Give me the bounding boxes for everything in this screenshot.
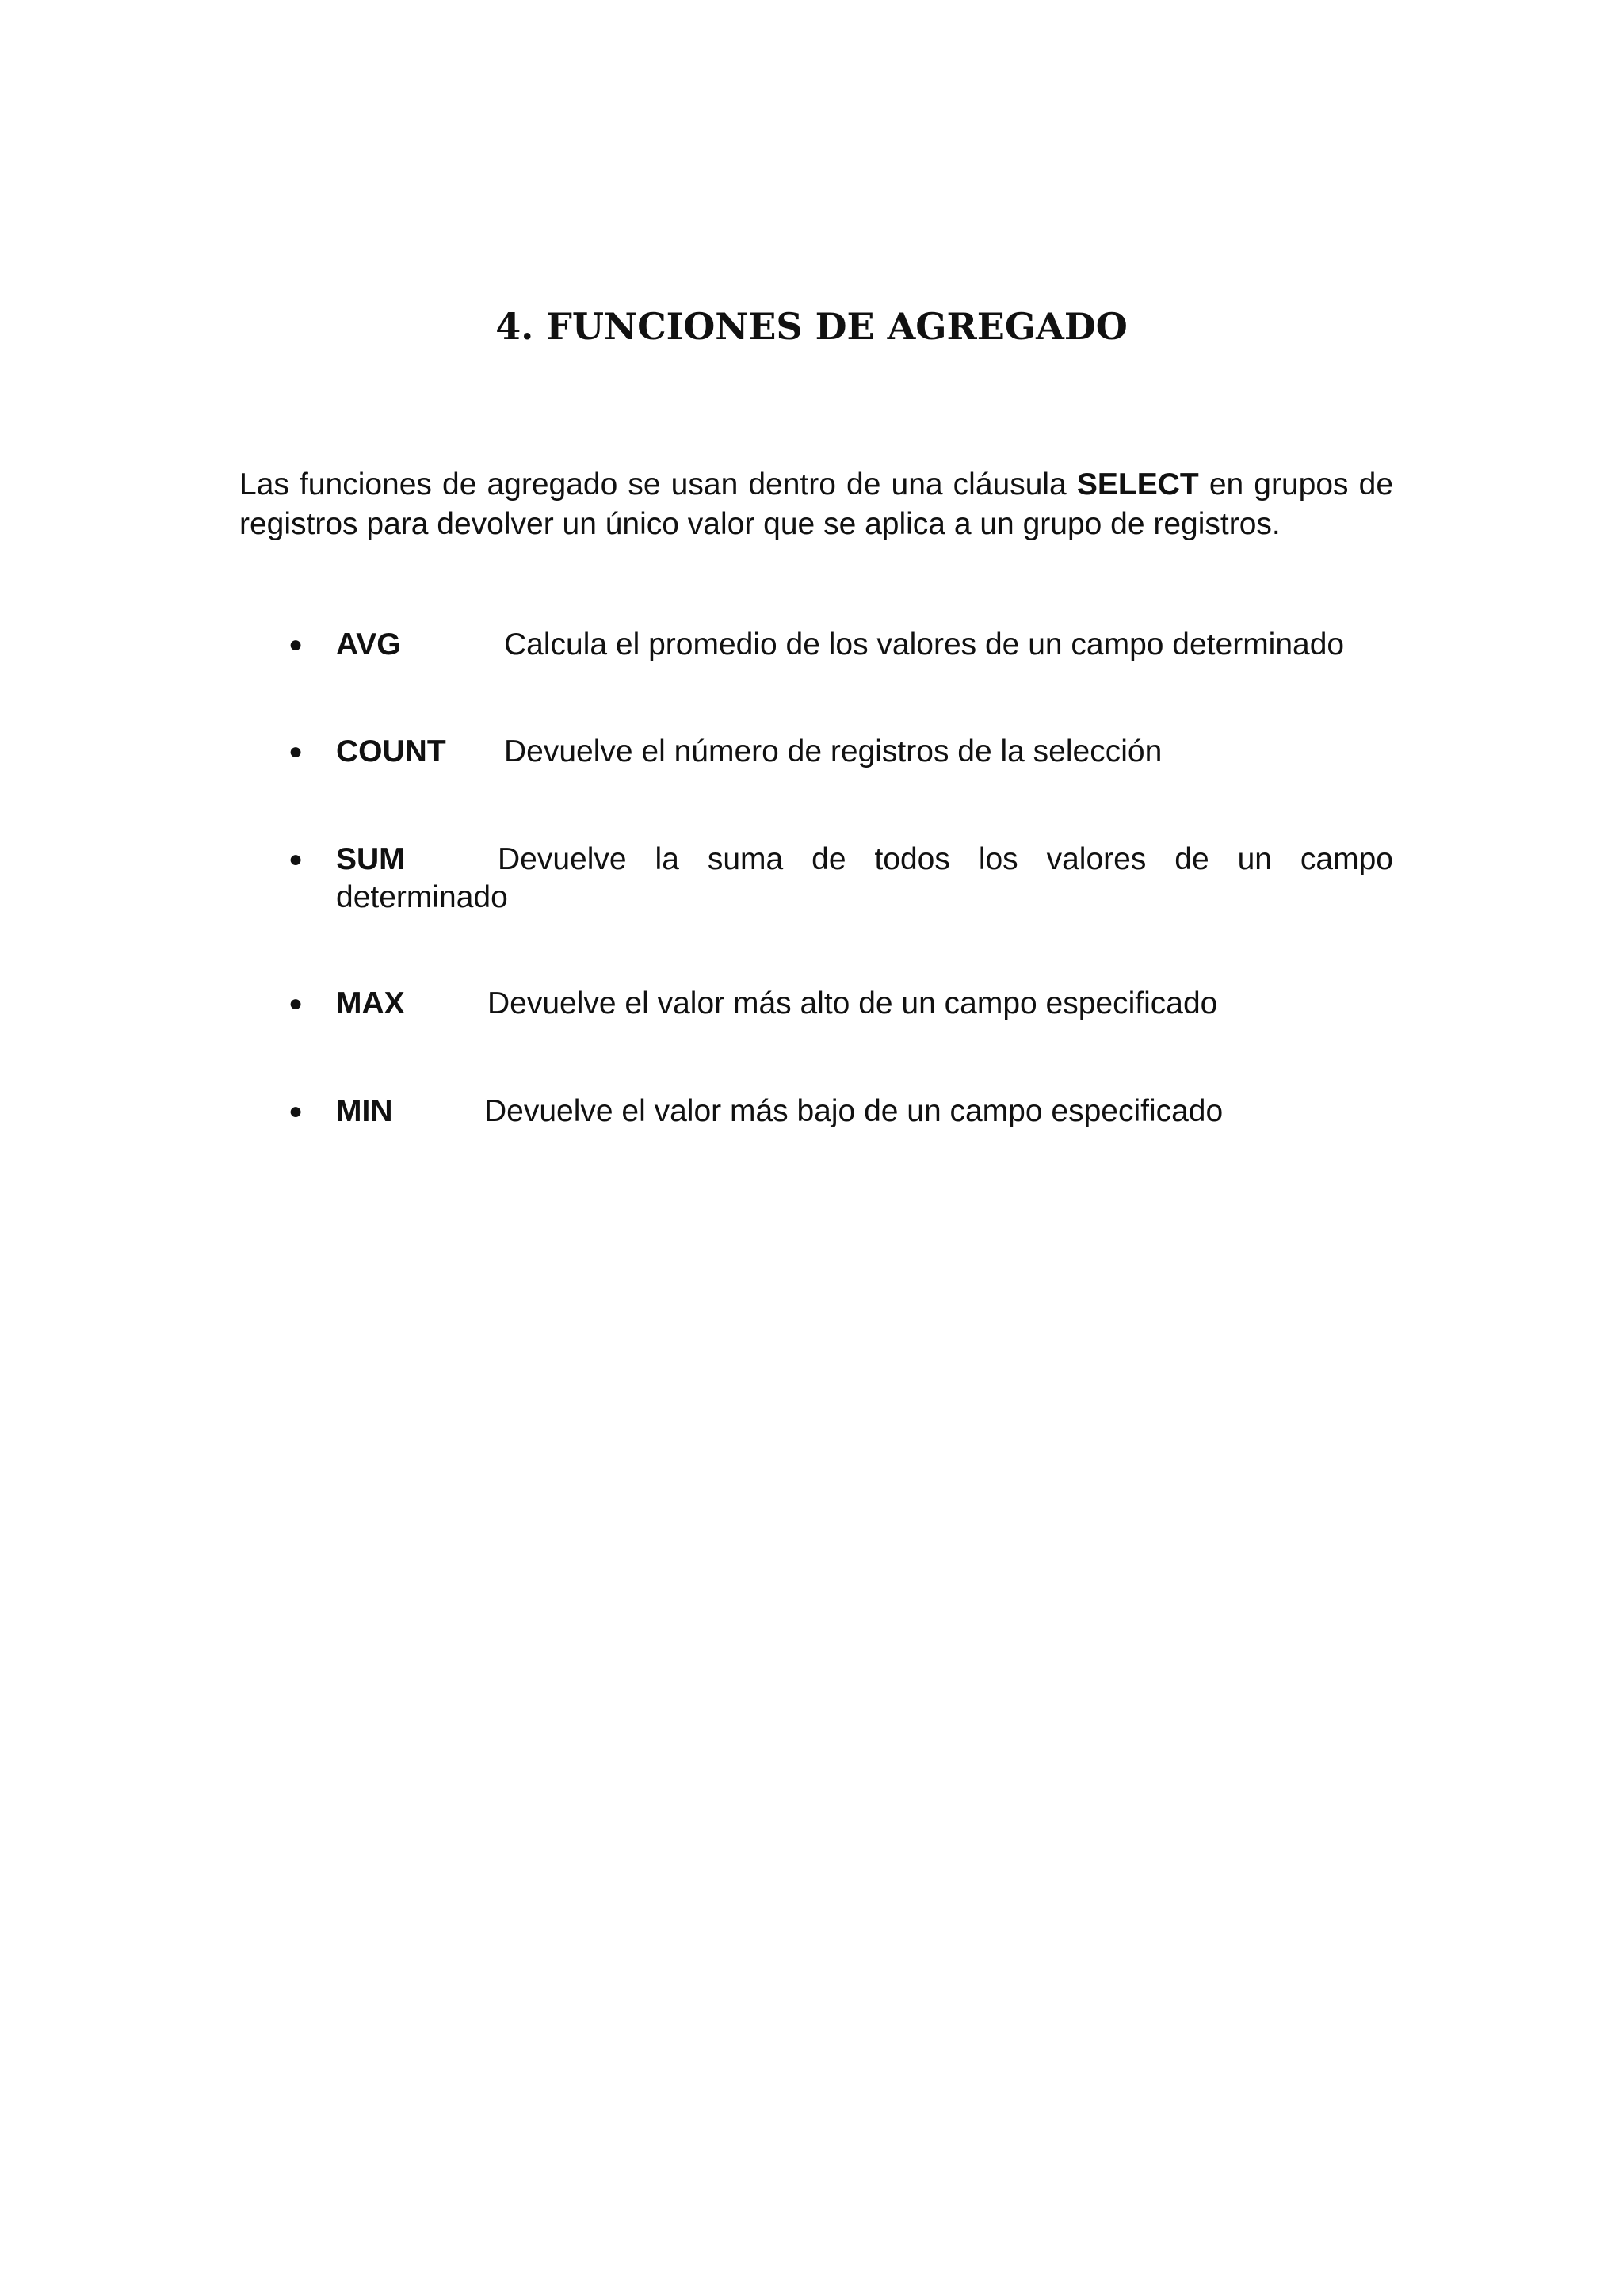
function-name: SUM	[336, 842, 405, 876]
function-name: MIN	[336, 1094, 393, 1128]
intro-paragraph	[239, 465, 1393, 544]
function-description: Devuelve la suma de todos los valores de un campo determinado	[336, 842, 1393, 914]
intro-text-after: en grupos de registros para devolver un único valor que se aplica a un grupo de registros.	[239, 467, 1394, 541]
function-description: Calcula el promedio de los valores de un campo determinado	[504, 627, 1345, 662]
bullet-icon: ●	[288, 990, 304, 1016]
bullet-icon: ●	[288, 1098, 304, 1124]
bullet-icon: ●	[288, 846, 304, 872]
page-title	[0, 305, 1623, 348]
function-name: COUNT	[336, 734, 446, 769]
intro-keyword: SELECT	[1076, 467, 1199, 502]
heading-number: 4.	[495, 305, 534, 348]
bullet-icon: ●	[288, 738, 304, 765]
bullet-icon: ●	[288, 631, 304, 658]
function-description: Devuelve el valor más bajo de un campo especificado	[484, 1094, 1224, 1128]
intro-text-before: Las funciones de agregado se usan dentro de una cláusula	[239, 467, 1077, 502]
function-name: MAX	[336, 986, 405, 1020]
function-name: AVG	[336, 627, 401, 662]
heading-text: FUNCIONES DE AGREGADO	[546, 305, 1128, 348]
function-description: Devuelve el valor más alto de un campo especificado	[487, 986, 1218, 1020]
function-description: Devuelve el número de registros de la selección	[504, 734, 1163, 769]
